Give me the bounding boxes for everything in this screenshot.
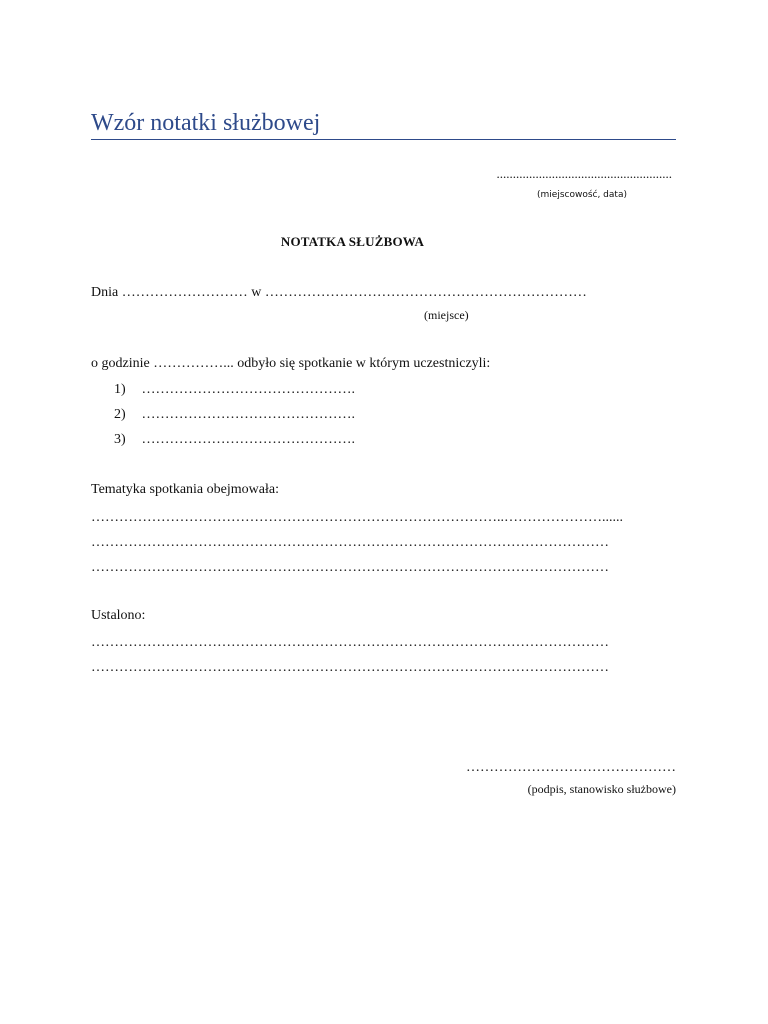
topics-blank-line: ………………………………………………………………………………………………… <box>91 535 609 550</box>
document-title: NOTATKA SŁUŻBOWA <box>280 234 425 249</box>
participant-item <box>114 431 355 449</box>
topics-blank-line: ………………………………………………………………………………………………… <box>91 560 609 575</box>
participant-blank: ………………………………………. <box>141 382 355 397</box>
participant-item <box>114 381 355 399</box>
agreed-label: Ustalono: <box>91 608 146 623</box>
agreed-blank-line: ………………………………………………………………………………………………… <box>91 635 609 650</box>
participant-number: 2) <box>114 407 126 422</box>
topics-blank-line: ……………………………………………………………………………..…………………...... <box>91 510 623 525</box>
signature-line: ……………………………………… <box>466 760 676 775</box>
participant-number: 3) <box>114 432 126 447</box>
page-heading: Wzór notatki służbowej <box>91 108 676 140</box>
place-date-caption: (miejscowość, data) <box>537 190 627 200</box>
participant-blank: ………………………………………. <box>141 407 355 422</box>
day-place-line: Dnia ……………………… w …………………………………………………………… <box>91 285 587 300</box>
signature-caption: (podpis, stanowisko służbowe) <box>527 782 676 796</box>
place-date-line: ...................................................... <box>496 166 672 181</box>
participant-blank: ………………………………………. <box>141 432 355 447</box>
place-caption: (miejsce) <box>424 308 469 322</box>
time-participants-line: o godzinie ……………... odbyło się spotkanie w którym uczestniczyli: <box>91 356 491 371</box>
participant-item <box>114 406 355 424</box>
agreed-blank-line: ………………………………………………………………………………………………… <box>91 660 609 675</box>
participant-number: 1) <box>114 382 126 397</box>
topics-label: Tematyka spotkania obejmowała: <box>91 482 279 497</box>
